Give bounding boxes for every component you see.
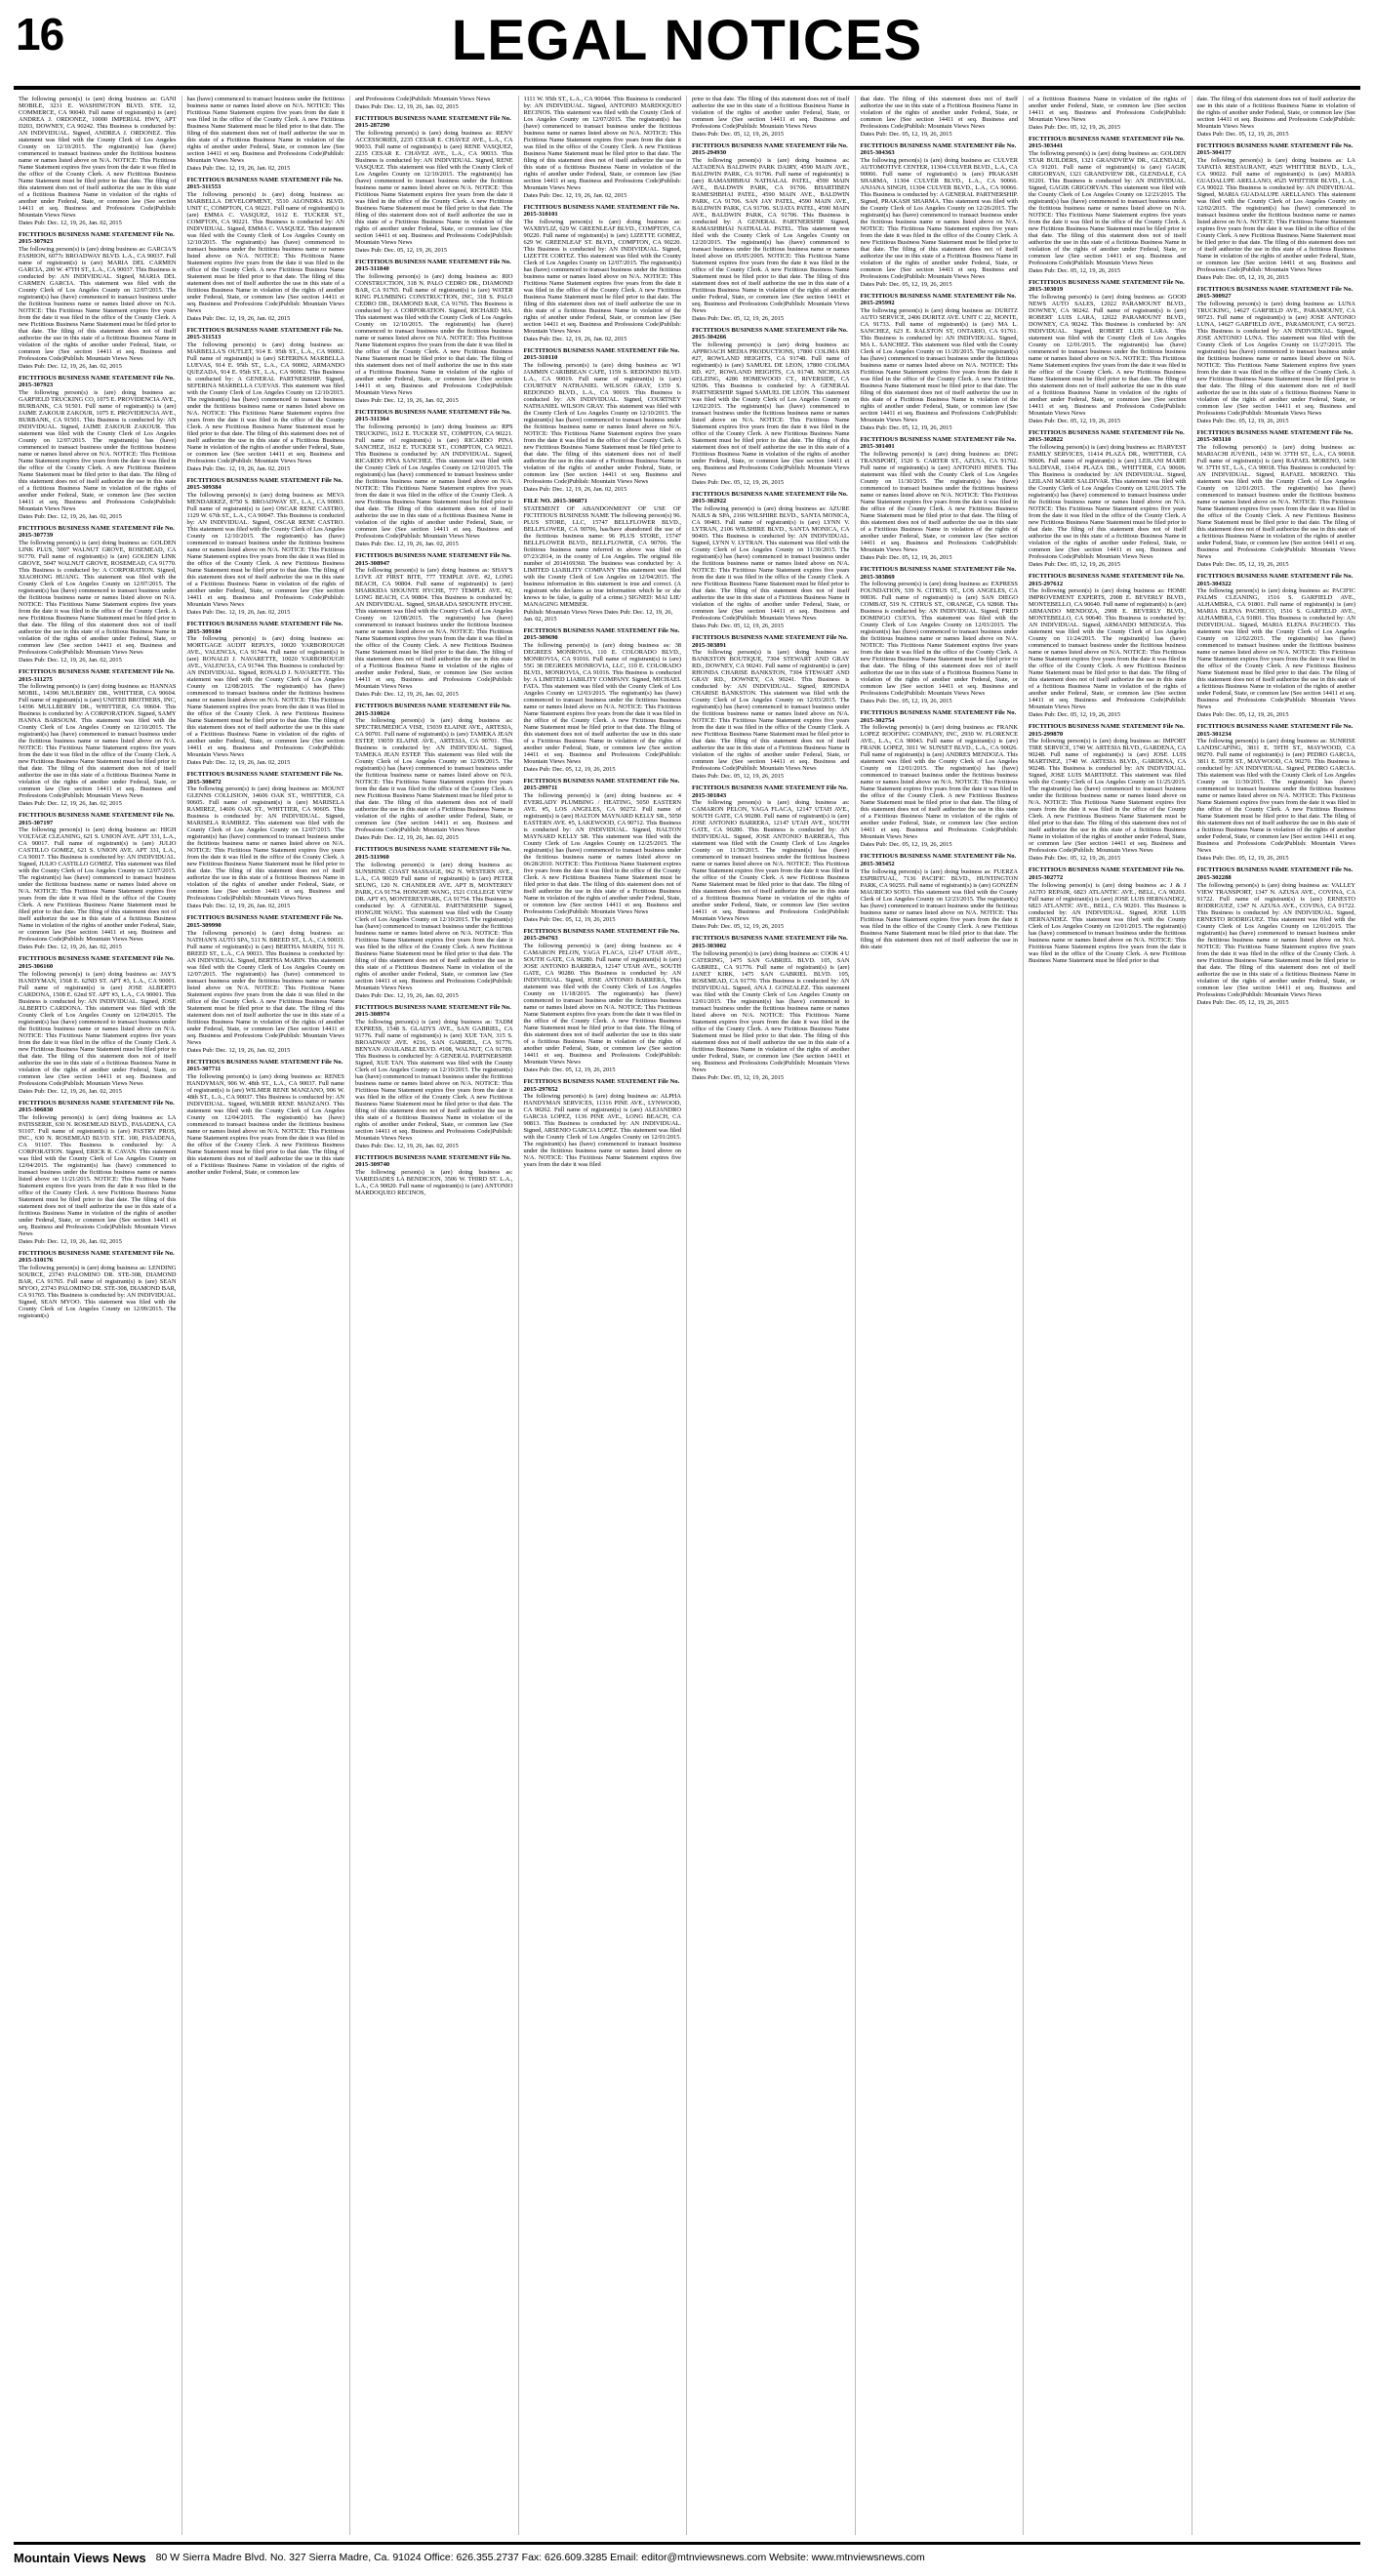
notice-body: The following person(s) is (are) doing business as: W1 JAMMIN CARIBBEAN CAFE, 1159 S. REDONDO BLVD. L.A., CA 90019. Full name of registrant(s) is (are) COURTNEY NATHANIEL WILSON GRAY, 1359 S. REDONDO BLVD., L.A., CA 90019. This Business is conducted by: AN INDIVIDUAL. Signed, COURTNEY NATHANIEL WILSON GRAY. This statement was filed with the County Clerk of Los Angeles County on 12/10/2015. The registrant(s) has (have) commenced to transact business under the fictitious business name or names listed above on N/A. NOTICE: This Fictitious Name Statement expires five years from the date it was filed in the office of the County Clerk. A new Fictitious Business Name Statement must be filed prior to that date. The filing of this statement does not of itself authorize the use in this state of a Fictitious Business Name in violation of the rights of another under Federal, State, or common law (See section 14411 et seq. Business and Professions Code)Publish: Mountain Views News <box>523 362 681 486</box>
legal-notice <box>355 259 513 404</box>
notice-publication-dates: Dates Pub: Dec. 05, 12, 19, 26, 2015 <box>1029 711 1121 719</box>
notice-publication-dates: Dates Pub: Dec. 12, 19, 26, Jan. 02, 2015 <box>523 336 627 343</box>
notice-body: The following person(s) is (are) doing business as: VARIEDADES LA BENDICION, 3506 W. THIRD ST. L.A., L.A., CA 90020. Full name of registrant(s) is (are) ANTONIO MARDOQUEO RECINOS, <box>355 1168 513 1196</box>
notice-body: The following person(s) is (are) doing business as: RPS TRUCKING, 1612 E. TUCKER ST., COMPTON, CA 90221. Full name of registrant(s) is (are) RICARDO PINA SANCHEZ, 1612 E. TUCKER ST., COMPTON, CA 90221. This Business is conducted by: AN INDIVIDUAL. Signed, RICARDO PINA SANCHEZ. This statement was filed with the County Clerk of Los Angeles County on 12/10/2015. The registrant(s) has (have) commenced to transact business under the fictitious business name or names listed above on N/A. NOTICE: This Fictitious Name Statement expires five years from the date it was filed in the office of the County Clerk. A new Fictitious Business Name Statement must be filed prior to that date. The filing of this statement does not of itself authorize the use in this state of a fictitious Business Name in violation of the rights of another under Federal, State, or common law (See section 14411 et seq. Business and Professions Code)Publish: Mountain Views News <box>355 423 513 541</box>
notice-publication-dates: Dates Pub: Dec. 12, 19, 26, Jan. 02, 2015 <box>19 220 122 226</box>
notice-publication-dates: Dates Pub: Dec. 05, 12, 19, 26, 2015 <box>1029 561 1121 569</box>
notice-heading: FICTITIOUS BUSINESS NAME STATEMENT File No. 2015-294763 <box>523 928 680 943</box>
notice-body: The following person(s) is (are) doing business as: JAY'S HANDYMAN, 1568 E. 62ND ST. APT #3, L.A., CA 90001. Full name of registrant(s) is (are) JOSE ALBERTO CARDONA, 1508 E. 62nd ST. APT #3, L.A., CA 90001. This Business is conducted by: AN INDIVIDUAL. Signed, JOSE ALBERTO CARDONA. This statement was filed with the County Clerk of Los Angeles County on 12/04/2015. The registrant(s) has (have) commenced to transact business under the fictitious business name or names listed above on N/A. NOTICE: This Fictitious Name Statement expires five years from the date it was filed in the office of the County Clerk. A new Fictitious Business Name Statement must be filed prior to that date. The filing of this statement does not of itself authorize the use in this state of a fictitious Business Name in violation of the rights of another under Federal, State, or common law (See section 14411 et seq. Business and Professions Code)Publish: Mountain Views News <box>19 970 177 1087</box>
notice-heading: FICTITIOUS BUSINESS NAME STATEMENT File No. 2015-303110 <box>1196 429 1354 444</box>
notice-publication-dates: Dates Pub: Dec. 12, 19, 26, Jan. 02, 2015 <box>186 315 291 323</box>
legal-notice <box>1197 142 1356 281</box>
notice-body: The following person(s) is (are) doing business as: BANKSTON BOUTIQUE, 7304 STEWART AND GRAY RD., DOWNEY, CA 90241. Full name of registrant(s) is (are) RHONDA CHARISE BANKSTON, 7304 STEWART AND GRAY RD., DOWNEY, CA 90241. This Business is conducted by: AN INDIVIDUAL. Signed, RHONDA CHARISE BANKSTON. This statement was filed with the County Clerk of Los Angeles County on 12/03/2015. The registrant(s) has (have) commenced to transact business under the fictitious business name or names listed above on N/A. NOTICE: This Fictitious Name Statement expires five years from the date it was filed in the office of the County Clerk. A new Fictitious Business Name Statement must be filed prior to that date. The filing of this statement does not of itself authorize the use in this state of a Fictitious Business Name in violation of the rights of another under Federal, State, or common law (See section 14411 et seq. Business and Professions Code)Publish: Mountain Views News <box>692 649 850 773</box>
notice-body: The following person(s) is (are) doing business as: LA PATISSERIE, 630 N. ROSEMEAD BLVD., PASADENA, CA 91107. Full name of registrant(s) is (are) PASTRY PROS, INC., 630 N. ROSEMEAD BLVD. STE. 100, PASADENA, CA 91107. This Business is conducted by: A CORPORATION. Signed, ERICK R. CAVAN. This statement was filed with the County Clerk of Los Angeles County on 12/04/2015. The registrant(s) has (have) commenced to transact business under the fictitious business name or names listed above on 11/21/2015. NOTICE: This Fictitious Name Statement expires five years from the date it was filed in the office of the County Clerk. A new Fictitious Business Name Statement must be filed prior to that date. The filing of this statement does not of itself authorize the use in this state of a fictitious Business Name in violation of the rights of another under Federal, State, or common law (See section 14411 et seq. Business and Professions Code)Publish: Mountain Views News <box>19 1113 177 1237</box>
column-3 <box>350 96 519 2535</box>
notice-body: The following person(s) is (are) doing business as: SHAY'S LOVE AT FIRST BITE, 777 TEMPLE AVE. #2, LONG BEACH, CA 90804. Full name of registrant(s) is (are) SHARKIDA SHOUNTE HYCHE, 777 TEMPLE AVE. #2, LONG BEACH, CA 90804. This Business is conducted by: AN INDIVIDUAL. Signed, SHARADA SHOUNTE HYCHE. This statement was filed with the County Clerk of Los Angeles County on 12/08/2015. The registrant(s) has (have) commenced to transact business under the fictitious business name or names listed above on N/A. NOTICE: This Fictitious Name Statement expires five years from the date it was filed in the office of the County Clerk. A new Fictitious Business Name Statement must be filed prior to that date. The filing of this statement does not of itself authorize the use in this state of a Fictitious Business Name in violation of the rights of another under Federal, State, or common law (See section 14411 et seq. Business and Professions Code)Publish: Mountain Views News <box>355 567 513 691</box>
masthead <box>14 10 1360 90</box>
notice-publication-dates: Dates Pub: Dec. 12, 19, 26, Jan. 02, 2015 <box>186 609 291 617</box>
legal-notice <box>187 771 345 909</box>
notice-publication-dates: Dates Pub: Dec. 05, 12, 19, 26, 2015 <box>1196 274 1289 282</box>
notice-body: The following person(s) is (are) doing business as: MEVA MENDARKEZ, 8750 S. BROADWAY ST., L.A., CA 90003. Full name of registrant(s) is (are) OSCAR RENE CASTRO, 1129 W. 67th ST., L.A., CA 90047. This Business is conducted by: AN INDIVIDUAL. Signed, OSCAR RENE CASTRO. This statement was filed with the County Clerk of Los Angeles County on 12/10/2015. The registrant(s) has (have) commenced to transact business under the fictitious business name or names listed above on N/A. NOTICE: This Fictitious Name Statement expires five years from the date it was filed in the office of the County Clerk. A new Fictitious Business Name Statement must be filed prior to that date. The filing of this statement does not of itself authorize the use in this state of a Fictitious Business Name in violation of the rights of another under Federal, State, or common law (See section 14411 et seq. Business and Professions Code)Publish: Mountain Views News <box>186 492 344 609</box>
notice-publication-dates: Dates Pub: Dec. 05, 12, 19, 26, 2015 <box>692 131 785 138</box>
notice-heading: FICTITIOUS BUSINESS NAME STATEMENT File No. 2015-297612 <box>1029 573 1185 587</box>
notice-publication-dates: Dates Pub: Dec. 05, 12, 19, 26, 2015 <box>1196 418 1289 425</box>
notice-body: The following person(s) is (are) doing business as: LENDING SOURCE, 23743 PALOMINO DR. STE-308, DIAMOND BAR, CA 91765. Full name of registrant(s) is (are) SEAN MYOO, 23743 PALOMINO DR. STE-308, DIAMOND BAR, CA 91765. This Business is conducted by: AN INDIVIDUAL. Signed, SEAN MYOO. This statement was filed with the County Clerk of Los Angeles County on 12/09/2015. The registrant(s) <box>19 1264 177 1319</box>
notice-body: prior to that date. The filing of this statement does not of itself authorize the use in this state of a fictitious Business Name in violation of the rights of another under Federal, State, or common law (See section 14411 et seq. Business and Professions Code)Publish: Mountain Views News <box>692 96 850 130</box>
legal-notice <box>19 525 177 664</box>
legal-notice <box>524 778 682 923</box>
notice-body: The following person(s) is (are) doing business as: RIO CONSTRUCTION, 318 N. PALO CEDRO DR., DIAMOND BAR, CA 91765. Full name of registrant(s) is (are) WATER KING PLUMBING CONSTRUCTION, INC, 318 S. PALO CEDRO DR., DIAMOND BAR, CA 91765. This Business is conducted by: A CORPORATION. Signed, RICHARD MA. This statement was filed with the County Clerk of Los Angeles County on 12/10/2015. The registrant(s) has (have) commenced to transact business under the fictitious business name or names listed above on N/A. NOTICE: This Fictitious Name Statement expires five years from the date it was filed in the office of the County Clerk. A new Fictitious Business Name Statement must be filed prior to that date. The filing of this statement does not of itself authorize the use in this state of a Fictitious Business Name in violation of the rights of another under Federal, State, or common law (See section 14411 et seq. Business and Professions Code)Publish: Mountain Views News <box>355 273 513 397</box>
notice-heading: FICTITIOUS BUSINESS NAME STATEMENT File No. 2015-308472 <box>186 771 344 785</box>
notice-heading: FICTITIOUS BUSINESS NAME STATEMENT File No. 2015-302288 <box>1196 866 1354 881</box>
notice-body: The following person(s) is (are) doing business as: TADM EXPRESS, 1548 S. GLADYS AVE., SAN GABRIEL, CA 91776. Full name of registrant(s) is (are) XUE TAN, 315 S. BROADWAY AVE. #216, SAN GABRIEL, CA 91776. BENYAN AVAILABLE BLVD. #108, WALNUT, CA 91789. This Business is conducted by: A GENERAL PARTNERSHIP. Signed, XUE TAN. This statement was filed with the County Clerk of Los Angeles County on 12/10/2015. The registrant(s) has (have) commenced to transact business under the fictitious business name or names listed above on N/A. NOTICE: This Fictitious Name Statement expires five years from the date it was filed in the office of the County Clerk. A new Fictitious Business Name Statement must be filed prior to that date. The filing of this statement does not of itself authorize the use in this state of a fictitious Business Name in violation of the rights of another under Federal, State, or common law (See section 14411 et seq. Business and Professions Code)Publish: Mountain Views News <box>355 1018 513 1142</box>
notice-publication-dates: Dates Pub: Dec. 12, 19, 26, Jan. 02, 2015 <box>355 991 459 999</box>
notice-body: The following person(s) is (are) doing business as: MORTGAGE AUDIT REPLYS, 10020 YARBOROUGH AVE., VALENCIA, CA 91744. Full name of registrant(s) is (are) RONALD J. NAVARETTE, 10020 YARBOROUGH AVE., VALENCIA, CA 91744. This Business is conducted by: AN INDIVIDUAL. Signed, RONALD J. NAVARETTE. This statement was filed with the County Clerk of Los Angeles County on 12/08/2015. The registrant(s) has (have) commenced to transact business under the fictitious business name or names listed above on N/A. NOTICE: This Fictitious Name Statement expires five years from the date it was filed in the office of the County Clerk. A new Fictitious Business Name Statement must be filed prior to that date. The filing of this statement does not of itself authorize the use in this state of a Fictitious Business Name in violation of the rights of another under Federal, State, or common law (See section 14411 et seq. Business and Professions Code)Publish: Mountain Views News <box>186 635 344 759</box>
notice-body: date. The filing of this statement does not of itself authorize the use in this state of a fictitious Business Name in violation of the rights of another under Federal, State, or common law (See section 14411 et seq. Business and Professions Code)Publish: Mountain Views News <box>1196 96 1355 130</box>
notice-publication-dates: Dates Pub: Dec. 05, 12, 19, 26, 2015 <box>523 766 616 774</box>
legal-notice <box>19 1250 177 1319</box>
notice-publication-dates: Dates Pub: Dec. 12, 19, 26, Jan. 02, 2015 <box>19 363 122 371</box>
notice-publication-dates: Dates Pub: Dec. 05, 12, 19, 26, 2015 <box>860 131 952 138</box>
legal-notice <box>355 703 513 841</box>
notice-heading: FICTITIOUS BUSINESS NAME STATEMENT File No. 2015-301401 <box>860 436 1017 451</box>
notice-publication-dates: Dates Pub: Dec. 05, 12, 19, 26, 2015 <box>1029 418 1121 425</box>
notice-heading: FICTITIOUS BUSINESS NAME STATEMENT File No. 2015-307923 <box>19 231 175 246</box>
notice-heading: FICTITIOUS BUSINESS NAME STATEMENT File No. 2015-309184 <box>186 621 344 635</box>
notice-body: of a fictitious Business Name in violation of the rights of another under Federal, State, or common law (See section 14411 et seq. Business and Professions Code)Publish: Mountain Views News <box>1029 96 1187 123</box>
legal-notice <box>861 436 1019 561</box>
notice-heading: FICTITIOUS BUSINESS NAME STATEMENT File No. 2015-299711 <box>523 778 680 792</box>
notice-publication-dates: Dates Pub: Dec. 05, 12, 19, 26, 2015 <box>860 554 952 562</box>
legal-notice <box>524 1078 682 1168</box>
legal-notice <box>1197 429 1356 568</box>
notice-publication-dates: Dates Pub: Dec. 12, 19, 26, Jan. 02, 2015 <box>19 513 122 521</box>
notice-publication-dates: Dates Pub: Dec. 05, 12, 19, 26, 2015 <box>1029 124 1121 131</box>
notice-body: The following person(s) is (are) doing business as: COOK 4 U CATERING, 1475 SAN GABRIEL BLVD. 105, SAN GABRIEL, CA 91776. Full name of registrant(s) is (are) JANET KIRK, 1475 SAN GABRIEL BLVD. 105, ROSEMEAD, CA 91770. This Business is conducted by: AN INDIVIDUAL. Signed, ANA J. GONZALEZ. This statement was filed with the County Clerk of Los Angeles County on 12/01/2015. The registrant(s) has (have) commenced to transact business under the fictitious business name or names listed above on N/A. NOTICE: This Fictitious Name Statement expires five years from the date it was filed in the office of the County Clerk. A new Fictitious Business Name Statement must be filed prior to that date. The filing of this statement does not of itself authorize the use in this state of a fictitious Business Name in violation of the rights of another under Federal, State, or common law (See section 14411 et seq. Business and Professions Code)Publish: Mountain Views News <box>692 949 850 1073</box>
legal-notice <box>524 627 682 773</box>
notice-publication-dates: Dates Pub: Dec. 05, 12, 19, 26, 2015 <box>523 1067 616 1074</box>
notice-publication-dates: Dates Pub: Dec. 05, 12, 19, 26, 2015 <box>1029 267 1121 275</box>
notice-publication-dates: Dates Pub: Dec. 05, 12, 19, 26, 2015 <box>1029 855 1121 863</box>
page-title: LEGAL NOTICES <box>451 9 923 72</box>
legal-notice <box>524 96 682 199</box>
legal-notice <box>19 955 177 1094</box>
notice-publication-dates: Dates Pub: Dec. 12, 19, 26, Jan. 02, 2015 <box>355 691 459 699</box>
notice-publication-dates: Dates Pub: Dec. 05, 12, 19, 26, 2015 <box>692 315 785 323</box>
notice-heading: FILE NO. 2015-306871 <box>523 498 587 505</box>
page-number: 16 <box>16 9 64 60</box>
legal-notice <box>861 142 1019 288</box>
legal-notice <box>355 409 513 547</box>
notice-body: The following person(s) is (are) doing business as: GOLDEN STAR BUILDERS, 1321 GRANDVIEW DR., GLENDALE, CA 91201. Full name of registrant(s) is (are) GAGIK GRIGORYAN, 1321 GRANDVIEW DR., GLENDALE, CA 91201. This Business is conducted by: AN INDIVIDUAL. Signed, GAGIK GRIGORYAN. This statement was filed with the County Clerk of Los Angeles County on 12/23/2015. The registrant(s) has (have) commenced to transact business under the fictitious business name or names listed above on N/A. NOTICE: This Fictitious Name Statement expires five years from the date it was filed in the office of the County Clerk. A new Fictitious Business Name Statement must be filed prior to that date. The filing of this statement does not of itself authorize the use in this state of a fictitious Business Name in violation of the rights of another under Federal, State, or common law (See section 14411 et seq. Business and Professions Code)Publish: Mountain Views News <box>1029 150 1187 267</box>
legal-notice <box>355 1004 513 1149</box>
notice-heading: FICTITIOUS BUSINESS NAME STATEMENT File No. 2015-309740 <box>355 1153 511 1168</box>
notice-publication-dates: Dates Pub: Dec. 05, 12, 19, 26, 2015 <box>1196 711 1289 719</box>
notice-body: The following person(s) is (are) doing business as: DURITZ AUTO SERVICE, 2406 DURITZ AVE. UNIT C 22, MONTE, CA 91733. Full name of registrant(s) is (are) MA L. SANCHEZ, 623 E. RALSTON ST, ONTARIO, CA 91761. This Business is conducted by: AN INDIVIDUAL. Signed, MA L. SANCHEZ. This statement was filed with the County Clerk of Los Angeles County on 11/20/2015. The registrant(s) has (have) commenced to transact business under the fictitious business name or names listed above on N/A. NOTICE: This Fictitious Name Statement expires five years from the date it was filed in the office of the County Clerk. A new Fictitious Business Name Statement must be filed prior to that date. The filing of this statement does not of itself authorize the use in this state of a Fictitious Business Name in violation of the rights of another under Federal, State, or common law (See section 14411 et seq. Business and Professions Code)Publish: Mountain Views News <box>860 307 1018 424</box>
notice-body: The following person(s) is (are) doing business as: J & J AUTO REPAIR, 6823 ATLANTIC AVE., BELL, CA 90201. Full name of registrant(s) is (are) JOSE LUIS HERNANDEZ, 6823 ATLANTIC AVE., BELL, CA 90201. This Business is conducted by: AN INDIVIDUAL. Signed, JOSE LUIS HERNANDEZ. This statement was filed with the County Clerk of Los Angeles County on 12/01/2015. The registrant(s) has (have) commenced to transact business under the fictitious business name or names listed above on N/A. NOTICE: This Fictitious Name Statement expires five years from the date it was filed in the office of the County Clerk. A new Fictitious Business Name Statement must be filed prior to that <box>1029 881 1187 964</box>
notice-body: The following person(s) is (are) doing business as: DNG TRANSPORT, 1520 S. CARTER ST., AZUSA, CA 91702. Full name of registrant(s) is (are) ANTONIO HINES. This statement was filed with the County Clerk of Los Angeles County on 11/30/2015. The registrant(s) has (have) commenced to transact business under the fictitious business name or names listed above on N/A. NOTICE: This Fictitious Name Statement expires five years from the date it was filed in the office of the County Clerk. A new Fictitious Business Name Statement must be filed prior to that date. The filing of this statement does not of itself authorize the use in this state of a Fictitious Business Name in violation of the rights of another under Federal, State, or common law (See section 14411 et seq. Business and Professions Code)Publish: Mountain Views News <box>860 451 1018 554</box>
notice-heading: FICTITIOUS BUSINESS NAME STATEMENT File No. 2015-311275 <box>19 668 175 683</box>
notice-heading: FICTITIOUS BUSINESS NAME STATEMENT File No. 2015-309690 <box>523 626 680 642</box>
legal-notice <box>19 231 177 370</box>
legal-notice <box>19 375 177 520</box>
notice-heading: FICTITIOUS BUSINESS NAME STATEMENT File No. 2015-307197 <box>19 812 175 826</box>
page-footer <box>14 2542 1360 2570</box>
notice-heading: FICTITIOUS BUSINESS NAME STATEMENT File No. 2015-300927 <box>1196 286 1354 301</box>
notice-publication-dates: Dates Pub: Dec. 05, 12, 19, 26, 2015 <box>1196 131 1289 138</box>
notice-body: The following person(s) is (are) doing business as: GOLDEN LINK PLUS, 5007 WALNUT GROVE, ROSEMEAD, CA 91770. Full name of registrant(s) is (are) GOLDEN LINK GROVE, 5047 WALNUT GROVE, ROSEMEAD, CA 91770. This Business is conducted by: A CORPORATION. Signed, XIAOHONG HUANG. This statement was filed with the County Clerk of Los Angeles County on 12/07/2015. The registrant(s) has (have) commenced to transact business under the fictitious business name or names listed above on N/A. NOTICE: This Fictitious Name Statement expires five years from the date it was filed in the office of the County Clerk. A new Fictitious Business Name Statement must be filed prior to that date. The filing of this statement does not of itself authorize the use in this state of a fictitious Business Name in violation of the rights of another under Federal, State, or common law (See section 14411 et seq. Business and Professions Code)Publish: Mountain Views News <box>19 540 177 657</box>
notice-publication-dates: Dates Pub: Dec. 12, 19, 26, Jan. 02, 2015 <box>523 192 627 199</box>
notice-heading: FICTITIOUS BUSINESS NAME STATEMENT File No. 2015-299870 <box>1029 723 1185 738</box>
notice-heading: FICTITIOUS BUSINESS NAME STATEMENT File No. 2015-304266 <box>692 327 848 342</box>
notice-heading: FICTITIOUS BUSINESS NAME STATEMENT File No. 2015-303869 <box>860 566 1017 581</box>
notice-heading: FICTITIOUS BUSINESS NAME STATEMENT File No. 2015-304177 <box>1196 142 1354 157</box>
notice-publication-dates: Dates Pub: Dec. 05, 12, 19, 26, 2015 <box>692 623 785 630</box>
notice-heading: FICTITIOUS BUSINESS NAME STATEMENT File No. 2015-311513 <box>186 327 344 342</box>
notice-body: The following person(s) is (are) doing business as: ALPHA HANDYMAN SERVICES, 11316 PINE AVE., LYNWOOD, CA 90262. Full name of registrant(s) is (are) ALEJANDRO GARCIA LOPEZ, 1136 PINE AVE., LONG BEACH, CA 90813. This Business is conducted by: AN INDIVIDUAL. Signed, ARSENIO GARCIA LOPEZ. This statement was filed with the County Clerk of Los Angeles County on 12/01/2015. The registrant(s) has (have) commenced to transact business under the fictitious business name or names listed above on N/A. NOTICE: This Fictitious Name Statement expires five years from the date it was filed <box>523 1093 681 1169</box>
legal-notice <box>355 115 513 254</box>
notice-body: The following person(s) is (are) doing business as: GANI MOBILE, 3231 E. WASHINGTON BLVD. STE. 12, COMMERCE, CA 90040. Full name of registrant(s) is (are) ANDREA J. ORDONEZ, 10000 IMPERIAL HWY, APT D203, DOWNEY, CA 90242. This Business is conducted by: AN INDIVIDUAL. Signed, ANDREA J. ORDONEZ. This statement was filed with the County Clerk of Los Angeles County on 12/10/2015. The registrant(s) has (have) commenced to transact business under the fictitious business name or names listed above on N/A. NOTICE: This Fictitious Name Statement expires five years from the date it was filed in the office of the County Clerk. A new Fictitious Business Name Statement must be filed prior to that date. The filing of this statement does not of itself authorize the use in this state of a fictitious Business Name in violation of the rights of another under Federal, State, or common law (See section 14411 et seq. Business and Professions Code)Publish: Mountain Views News <box>19 96 177 219</box>
notice-publication-dates: Dates Pub: Dec. 05, 12, 19, 26, 2015 <box>355 247 448 255</box>
notice-publication-dates: Dates Pub: Dec. 12, 19, 26, Jan. 02, 2015 <box>186 465 291 473</box>
notice-heading: FICTITIOUS BUSINESS NAME STATEMENT File No. 2015-308974 <box>355 1003 511 1018</box>
legal-notice <box>861 566 1019 704</box>
notice-heading: FICTITIOUS BUSINESS NAME STATEMENT File No. 2015-307739 <box>19 525 175 540</box>
legal-notice <box>19 668 177 807</box>
legal-notice <box>524 347 682 493</box>
notice-body: The following person(s) is (are) doing business as: SUNRISE LANDSCAPING, 3811 E. 59TH ST., MAYWOOD, CA 90270. Full name of registrant(s) is (are) PEDRO GARCIA, 3811 E. 59TH ST., MAYWOOD, CA 90270. This Business is conducted by: AN INDIVIDUAL. Signed, PEDRO GARCIA. This statement was filed with the County Clerk of Los Angeles County on 11/30/2015. The registrant(s) has (have) commenced to transact business under the fictitious business name or names listed above on N/A. NOTICE: This Fictitious Name Statement expires five years from the date it was filed in the office of the County Clerk. A new Fictitious Business Name Statement must be filed prior to that date. The filing of this statement does not of itself authorize the use in this state of a fictitious Business Name in violation of the rights of another under Federal, State, or common law (See section 14411 et seq. Business and Professions Code)Publish: Mountain Views News <box>1196 738 1356 855</box>
column-8 <box>1192 96 1361 2535</box>
notice-body: The following person(s) is (are) doing business as: 4 CAMARON PELON, YAGA FLACA, 12147 UTAH AVE., SOUTH GATE, CA 90280. Full name of registrant(s) is (are) JOSE ANTONIO BARRERA, 12147 UTAH AVE., SOUTH GATE, CA 90280. This Business is conducted by: AN INDIVIDUAL. Signed, JOSE ANTONIO BARRERA, This statement was filed with the County Clerk of Los Angeles County on 11/18/2015. The registrant(s) has (have) commenced to transact business under the fictitious business name or names listed above on N/A. NOTICE: This Fictitious Name Statement expires five years from the date it was filed in the office of the County Clerk. A new Fictitious Business Name Statement must be filed prior to that date. The filing of this statement does not of itself authorize the use in this state of a fictitious Business Name in violation of the rights of another under Federal, State, or common law (See section 14411 et seq. Business and Professions Code)Publish: Mountain Views News <box>523 943 681 1067</box>
legal-notice <box>692 491 850 629</box>
legal-notice <box>861 709 1019 848</box>
column-2 <box>182 96 351 2535</box>
legal-notice <box>187 1059 345 1176</box>
legal-notice <box>524 498 682 623</box>
notice-publication-dates: Dates Pub: Dec. 05, 12, 19, 26, 2015 <box>523 916 616 924</box>
notice-heading: FICTITIOUS BUSINESS NAME STATEMENT File No. 2015-294930 <box>692 142 848 157</box>
column-6 <box>856 96 1025 2535</box>
notice-publication-dates: Dates Pub: Dec. 12, 19, 26, Jan. 02, 2015 <box>355 103 459 110</box>
notice-body: The following person(s) is (are) doing business as: SPECTRUMEDICA VISE, 15039 ELAINE AVE., ARTESIA, CA 90701. Full name of registrant(s) is (are) TAMEKA JEAN ESTEP, 19059 ELAINE AVE., ARTESIA, CA 90701. This Business is conducted by: AN INDIVIDUAL. Signed, TAMEKA JEAN ESTEP. This statement was filed with the County Clerk of Los Angeles County on 12/09/2015. The registrant(s) has (have) commenced to transact business under the fictitious business name or names listed above on N/A. NOTICE: This Fictitious Name Statement expires five years from the date it was filed in the office of the County Clerk. A new Fictitious Business Name Statement must be filed prior to that date. The filing of this statement does not of itself authorize the use in this state of a Fictitious Business Name in violation of the rights of another under Federal, State, or common law (See section 14411 et seq. Business and Professions Code)Publish: Mountain Views News <box>355 717 513 834</box>
legal-notice <box>692 327 850 486</box>
notice-publication-dates: Dates Pub: Dec. 05, 12, 19, 26, 2015 <box>692 773 785 781</box>
legal-notice <box>692 785 850 930</box>
legal-notice <box>692 142 850 322</box>
notice-publication-dates: Dates Pub: Dec. 12, 19, 26, Jan. 02, 2015 <box>186 1046 291 1054</box>
legal-notice <box>1197 866 1356 1005</box>
notice-publication-dates: Dates Pub: Dec. 05, 12, 19, 26, 2015 <box>860 698 952 705</box>
legal-notice <box>692 634 850 780</box>
notice-body: The following person(s) is (are) doing business as: CAMARON PELON, YAGA FLACA, 12147 UTAH AVE., SOUTH GATE, CA 90280. Full name of registrant(s) is (are) JOSE ANTONIO BARRERA, 12147 UTAH AVE., SOUTH GATE, CA 90280. This Business is conducted by: AN INDIVIDUAL. Signed, JOSE ANTONIO BARRERA, This statement was filed with the County Clerk of Los Angeles County on 11/30/2015. The registrant(s) has (have) commenced to transact business under the fictitious business name or names listed above on N/A. NOTICE: This Fictitious Name Statement expires five years from the date it was filed in the office of the County Clerk. A new Fictitious Business Name Statement must be filed prior to that date. The filing of this statement does not of itself authorize the use in this state of a fictitious Business Name in violation of the rights of another under Federal, State, or common law (See section 14411 et seq. Business and Professions Code)Publish: Mountain Views News <box>692 799 850 923</box>
notice-body: that date. The filing of this statement does not of itself authorize the use in this state of a Fictitious Business Name in violation of the rights of another under Federal, State, or common law (See section 14411 et seq. Business and Professions Code)Publish: Mountain Views News <box>860 96 1018 130</box>
notice-publication-dates: Dates Pub: Dec. 12, 19, 26, Jan. 02, 2015 <box>19 657 122 664</box>
notice-heading: FICTITIOUS BUSINESS NAME STATEMENT File No. 2015-297652 <box>523 1078 680 1093</box>
notice-publication-dates: Dates Pub: Dec. 12, 19, 26, Jan. 02, 2015 <box>186 903 291 910</box>
notice-heading: FICTITIOUS BUSINESS NAME STATEMENT File No. 2015-306160 <box>19 955 175 970</box>
notice-heading: FICTITIOUS BUSINESS NAME STATEMENT File No. 2015-287290 <box>355 115 511 130</box>
notice-heading: FICTITIOUS BUSINESS NAME STATEMENT File No. 2015-302772 <box>1029 866 1185 881</box>
legal-notice <box>861 96 1019 138</box>
notice-publication-dates: Dates Pub: Dec. 05, 12, 19, 26, 2015 <box>1196 561 1289 569</box>
notice-heading: FICTITIOUS BUSINESS NAME STATEMENT File No. 2015-310101 <box>523 204 680 219</box>
legal-notice <box>187 177 345 322</box>
legal-notice <box>1197 573 1356 718</box>
notice-heading: FICTITIOUS BUSINESS NAME STATEMENT File No. 2015-304322 <box>1196 573 1354 587</box>
legal-notice <box>692 935 850 1080</box>
legal-notice <box>355 846 513 998</box>
notice-publication-dates: Publish: Mountain Views News Dates Pub: Dec. 12, 19, 26, Jan. 02, 2015 <box>523 608 673 623</box>
notice-body: and Professions Code)Publish: Mountain Views News <box>355 96 491 102</box>
notice-body: The following person(s) is (are) doing business as: FRANK LOPEZ ROOFING COMPANY, INC, 2930 W. FLORENCE AVE., L.A., CA 90043. Full name of registrant(s) is (are) FRANK LOPEZ, 3011 W. SUNSET BLVD., L.A., CA 90026. Full name of registrant(s) is (are) ANDRES MENDOZA. This statement was filed with the County Clerk of Los Angeles County on 12/01/2015. The registrant(s) has (have) commenced to transact business under the fictitious business name or names listed above on N/A. NOTICE: This Fictitious Name Statement expires five years from the date it was filed in the office of the County Clerk. A new Fictitious Business Name Statement must be filed prior to that date. The filing of this statement does not of itself authorize the use in this state of a Fictitious Business Name in violation of the rights of another under Federal, State, or common law (See section 14411 et seq. Business and Professions Code)Publish: Mountain Views News <box>860 724 1018 841</box>
legal-notice <box>861 293 1019 431</box>
notice-heading: FICTITIOUS BUSINESS NAME STATEMENT File No. 2015-302922 <box>692 491 848 505</box>
column-4 <box>519 96 688 2535</box>
notice-body: The following person(s) is (are) doing business as: HARVEST FAMILY SERVICES, 11414 PLAZA DR., WHITTIER, CA 90606. Full name of registrant(s) is (are) LEILANI MARIE SALDIVAR, 11414 PLAZA DR., WHITTIER, CA 90606. This Business is conducted by: AN INDIVIDUAL. Signed, LEILANI MARIE SALDIVAR. This statement was filed with the County Clerk of Los Angeles County on 12/01/2015. The registrant(s) has (have) commenced to transact business under the fictitious business name or names listed above on N/A. NOTICE: This Fictitious Name Statement expires five years from the date it was filed in the office of the County Clerk. A new Fictitious Business Name Statement must be filed prior to that date. The filing of this statement does not of itself authorize the use in this state of a fictitious Business Name in violation of the rights of another under Federal, State, or common law (See section 14411 et seq. Business and Professions Code)Publish: Mountain Views News <box>1029 444 1187 561</box>
notice-publication-dates: Dates Pub: Dec. 05, 12, 19, 26, 2015 <box>860 281 952 289</box>
notice-body: The following person(s) is (are) doing business as: WAXBYLIZ, 629 W. GREENLEAF BLVD., COMPTON, CA 90220. Full name of registrant(s) is (are) LIZETTE GOMEZ, 629 W. GREENLEAF ST. BLVD., COMPTON, CA 90220. This Business is conducted by: AN INDIVIDUAL. Signed, LIZETTE CORTEZ. This statement was filed with the County Clerk of Los Angeles County on 12/07/2015. The registrant(s) has (have) commenced to transact business under the fictitious business name or names listed above on N/A. NOTICE: This Fictitious Name Statement expires five years from the date it was filed in the office of the County Clerk. A new Fictitious Business Name Statement must be filed prior to that date. The filing of this statement does not of itself authorize the use in this state of a fictitious Business Name in violation of the rights of another under Federal, State, or common law (See section 14411 et seq. Business and Professions Code)Publish: Mountain Views News <box>523 219 681 336</box>
legal-notice <box>19 1100 177 1245</box>
footer-brand: Mountain Views News <box>14 2550 146 2565</box>
legal-notice <box>692 96 850 138</box>
legal-notice <box>1029 136 1187 274</box>
notice-body: The following person(s) is (are) doing business as: MARIACHI JUVENIL, 1430 W. 37TH ST., L.A., CA 90018. Full name of registrant(s) is (are) RAFAEL MORENO, 1430 W. 37TH ST., L.A., CA 90018. This Business is conducted by: AN INDIVIDUAL. Signed, RAFAEL MORENO. This statement was filed with the County Clerk of Los Angeles County on 12/01/2015. The registrant(s) has (have) commenced to transact business under the fictitious business name or names listed above on N/A. NOTICE: This Fictitious Name Statement expires five years from the date it was filed in the office of the County Clerk. A new Fictitious Business Name Statement must be filed prior to that date. The filing of this statement does not of itself authorize the use in this state of a fictitious Business Name in violation of the rights of another under Federal, State, or common law (See section 14411 et seq. Business and Professions Code)Publish: Mountain Views News <box>1196 444 1356 561</box>
notice-heading: FICTITIOUS BUSINESS NAME STATEMENT File No. 2015-310024 <box>355 703 511 717</box>
notice-heading: FICTITIOUS BUSINESS NAME STATEMENT File No. 2015-302822 <box>1029 429 1185 444</box>
notice-columns <box>14 96 1360 2535</box>
legal-notice <box>355 552 513 698</box>
notice-heading: FICTITIOUS BUSINESS NAME STATEMENT File No. 2015-303891 <box>692 634 848 649</box>
legal-notice <box>187 914 345 1053</box>
notice-heading: FICTITIOUS BUSINESS NAME STATEMENT File No. 2015-311840 <box>355 259 511 273</box>
notice-publication-dates: Dates Pub: Dec. 12, 19, 26, Jan. 02, 2015 <box>19 800 122 808</box>
notice-body: The following person(s) is (are) doing business as: HANNAS MOBIL, 14396 MULBERRY DR., WHITTIER, CA 90604. Full name of registrant(s) is (are) UNITED BROTHERS, INC, 14396 MULLBERRY DR., WHITTIER, CA 90604. This Business is conducted by: A CORPORATION. Signed, SAMY HANNA BARSOUM. This statement was filed with the County Clerk of Los Angeles County on 12/10/2015. The registrant(s) has (have) commenced to transact business under the fictitious business name or names listed above on N/A. NOTICE: This Fictitious Name Statement expires five years from the date it was filed in the office of the County Clerk. A new Fictitious Business Name Statement must be filed prior to that date. The filing of this statement does not of itself authorize the use in this state of a fictitious Business Name in violation of the rights of another under Federal, State, or common law (See section 14411 et seq. Business and Professions Code)Publish: Mountain Views News <box>19 683 177 800</box>
notice-body: The following person(s) is (are) doing business as: CULVER AUTOMOTIVE CENTER, 11304 CULVER BLVD., L.A., CA 90066. Full name of registrant(s) is (are) PRAKASH SHARMA, 11304 CULVER BLVD., L.A., CA 90066. ANJANA SINGH, 11304 CULVER BLVD., L.A., CA 90066. This Business is conducted by: A GENERAL PARTNERSHIP. Signed, PRAKASH SHARMA. This statement was filed with the County Clerk of Los Angeles County on 12/26/2015. The registrant(s) has (have) commenced to transact business under the fictitious business name or names listed above on N/A. NOTICE: This Fictitious Name Statement expires five years from the date it was filed in the office of the County Clerk. A new Fictitious Business Name Statement must be filed prior to that date. The filing of this statement does not of itself authorize the use in this state of a Fictitious Business Name in violation of the rights of another under Federal, State, or common law (See section 14411 et seq. Business and Professions Code)Publish: Mountain Views News <box>860 157 1018 281</box>
notice-heading: FICTITIOUS BUSINESS NAME STATEMENT File No. 2015-309384 <box>186 477 344 492</box>
notice-publication-dates: Dates Pub: Dec. 05, 12, 19, 26, 2015 <box>1196 855 1289 863</box>
notice-body: The following person(s) is (are) doing business as: MARBELLA'S OUTLET, 914 E. 95th ST., L.A., CA 90002. Full name of registrant(s) is (are) SEFERINA MARBELLA LUEVAS, 914 E. 95th ST., L.A., CA 90002, ARMANDO QUEZADA, 914 E. 95th ST., L.A., CA 90002. This Business is conducted by: A GENERAL PARTNERSHIP. Signed, SEFERINA MARBELLA CUEVAS. This statement was filed with the County Clerk of Los Angeles County on 12/10/2015. The registrant(s) has (have) commenced to transact business under the fictitious business name or names listed above on N/A. NOTICE: This Fictitious Name Statement expires five years from the date it was filed in the office of the County Clerk. A new Fictitious Business Name Statement must be filed prior to that date. The filing of this statement does not of itself authorize the use in this state of a Fictitious Business Name in violation of the rights of another under Federal, State, or common law (See section 14411 et seq. Business and Professions Code)Publish: Mountain Views News <box>186 342 344 465</box>
legal-notice <box>1197 96 1356 138</box>
notice-body: has (have) commenced to transact business under the fictitious business name or names listed above on N/A. NOTICE: This Fictitious Name Statement expires five years from the date it was filed in the office of the County Clerk. A new Fictitious Business Name Statement must be filed prior to that date. The filing of this statement does not of itself authorize the use in this state of a Fictitious Business Name in violation of the rights of another under Federal, State, or common law (See section 14411 et seq. Business and Professions Code)Publish: Mountain Views News <box>186 96 344 164</box>
notice-body: The following person(s) is (are) doing business as: 4 EVERLADY PLUMBING / HEATING, 5050 EASTERN AVE. #5, LOS ANGELES, CA 90272. Full name of registrant(s) is (are) HALTON MAYNARD KELLY SR., 5050 EASTERN AVE. #5, LAKEWOOD, CA 90712. This Business is conducted by: AN INDIVIDUAL. Signed, HALTON MAYNARD KELLY SR. This statement was filed with the County Clerk of Los Angeles County on 12/25/2015. The registrant(s) has (have) commenced to transact business under the fictitious business name or names listed above on 06/28/2010. NOTICE: This Fictitious Name Statement expires five years from the date it was filed in the office of the County Clerk. A new Fictitious Business Name Statement must be filed prior to that date. The filing of this statement does not of itself authorize the use in this state of a Fictitious Business Name in violation of the rights of another under Federal, State, or common law (See section 14411 et seq. Business and Professions Code)Publish: Mountain Views News <box>523 792 681 916</box>
notice-heading: FICTITIOUS BUSINESS NAME STATEMENT File No. 2015-303441 <box>1029 136 1185 150</box>
notice-body: The following person(s) is (are) doing business as: RENES HANDYMAN, 906 W. 48th ST., L.A., CA 90037. Full name of registrant(s) is (are) WILMER RENE MANZANO, 906 W. 48th ST., L.A., CA 90037. This Business is conducted by: AN INDIVIDUAL. Signed, WILMER RENE MANZANO. This statement was filed with the County Clerk of Los Angeles County on 12/04/2015. The registrant(s) has (have) commenced to transact business under the fictitious business name or names listed above on N/A. NOTICE: This Fictitious Name Statement expires five years from the date it was filed in the office of the County Clerk. A new Fictitious Business Name Statement must be filed prior to that date. The filing of this statement does not of itself authorize the use in this state of a Fictitious Business Name in violation of the rights of another under Federal, State, or common law <box>186 1072 344 1176</box>
notice-publication-dates: Dates Pub: Dec. 12, 19, 26, Jan. 02, 2015 <box>186 759 291 767</box>
legal-notice <box>1197 723 1356 862</box>
legal-notice <box>19 812 177 950</box>
notice-publication-dates: Dates Pub: Dec. 05, 12, 19, 26, 2015 <box>1196 998 1289 1006</box>
legal-notice <box>1197 286 1356 424</box>
legal-notice <box>355 96 513 110</box>
notice-body: The following person(s) is (are) doing business as: GOOD NEWS AUTO SALES, 12022 PARAMOUNT BLVD., DOWNEY, CA 90242. Full name of registrant(s) is (are) ROBERT LUIS LARA, 12022 PARAMOUNT BLVD., DOWNEY, CA 90242. This Business is conducted by: AN INDIVIDUAL. Signed, ROBERT LUIS LARA. This statement was filed with the County Clerk of Los Angeles County on 12/01/2015. The registrant(s) has (have) commenced to transact business under the fictitious business name or names listed above on N/A. NOTICE: This Fictitious Name Statement expires five years from the date it was filed in the office of the County Clerk. A new Fictitious Business Name Statement must be filed prior to that date. The filing of this statement does not of itself authorize the use in this state of a fictitious Business Name in violation of the rights of another under Federal, State, or common law (See section 14411 et seq. Business and Professions Code)Publish: Mountain Views News <box>1029 294 1187 418</box>
notice-heading: FICTITIOUS BUSINESS NAME STATEMENT File No. 2015-309990 <box>186 914 344 929</box>
notice-heading: FICTITIOUS BUSINESS NAME STATEMENT File No. 2015-302754 <box>860 709 1017 724</box>
notice-publication-dates: Dates Pub: Dec. 12, 19, 26, Jan. 02, 2015 <box>186 165 291 172</box>
legal-notice <box>1029 279 1187 424</box>
notice-body: The following person(s) is (are) doing business as: NATHAN'S AUTO SPA, 511 N. BREED ST., L.A., CA 90033. Full name of registrant(s) is (are) BERTHA MARIN, 511 N. BREED ST., L.A., CA 90033. This Business is conducted by: AN INDIVIDUAL. Signed, BERTHA MARIN. This statement was filed with the County Clerk of Los Angeles County on 12/07/2015. The registrant(s) has (have) commenced to transact business under the fictitious business name or names listed above on N/A. NOTICE: This Fictitious Name Statement expires five years from the date it was filed in the office of the County Clerk. A new Fictitious Business Name Statement must be filed prior to that date. The filing of this statement does not of itself authorize the use in this state of a fictitious Business Name in violation of the rights of another under Federal, State, or common law (See section 14411 et seq. Business and Professions Code)Publish: Mountain Views News <box>186 929 344 1046</box>
legal-notice <box>1029 429 1187 568</box>
notice-publication-dates: Dates Pub: Dec. 12, 19, 26, Jan. 02, 2015 <box>355 834 459 842</box>
notice-publication-dates: Dates Pub: Dec. 05, 12, 19, 26, 2015 <box>860 841 952 849</box>
notice-body: The following person(s) is (are) doing business as: FUERZA ESPIRITUAL, 7136 PACIFIC BLVD., HUNTINGTON PARK, CA 90255. Full name of registrant(s) is (are) GONZÉN MAURICIO SOTO. This statement was filed with the County Clerk of Los Angeles County on 12/23/2015. The registrant(s) has (have) commenced to transact business under the fictitious business name or names listed above on N/A. NOTICE: This Fictitious Name Statement expires five years from the date it was filed in the office of the County Clerk. A new Fictitious Business Name Statement must be filed prior to that date. The filing of this statement does not of itself authorize the use in this state <box>860 867 1018 950</box>
notice-heading: FICTITIOUS BUSINESS NAME STATEMENT File No. 2015-295992 <box>860 293 1017 307</box>
notice-body: The following person(s) is (are) doing business as: LA TAPATIA RESTAURANT, 4525 WHITTIER BLVD., L.A., CA 90022. Full name of registrant(s) is (are) MARIA GUADALUPE ARELLANO, 4525 WHITTIER BLVD., L.A., CA 90022. This Business is conducted by: AN INDIVIDUAL. Signed, MARIA GUADALUPE ARELLANO. This statement was filed with the County Clerk of Los Angeles County on 12/02/2015. The registrant(s) has (have) commenced to transact business under the fictitious business name or names listed above on N/A. NOTICE: This Fictitious Name Statement expires five years from the date it was filed in the office of the County Clerk. A new Fictitious Business Name Statement must be filed prior to that date. The filing of this statement does not of itself authorize the use in this state of a fictitious Business Name in violation of the rights of another under Federal, State, or common law (See section 14411 et seq. Business and Professions Code)Publish: Mountain Views News <box>1196 157 1355 274</box>
notice-body: The following person(s) is (are) doing business as: GARCIA'S FASHION, 6077c BROADWAY BLVD. L.A., CA 90037. Full name of registrant(s) is (are) MARIA DEL CARMEN GARCIA, 200 W. 47TH ST., L.A., CA 90037. This Business is conducted by: AN INDIVIDUAL. Signed, MARIA DEL CARMEN GARCIA. This statement was filed with the County Clerk of Los Angeles County on 12/07/2015. The registrant(s) has (have) commenced to transact business under the fictitious business name or names listed above on N/A. NOTICE: This Fictitious Name Statement expires five years from the date it was filed in the office of the County Clerk. A new Fictitious Business Name Statement must be filed prior to that date. The filing of this statement does not of itself authorize the use in this state of a fictitious Business Name in violation of the rights of another under Federal, State, or common law (See section 14411 et seq. Business and Professions Code)Publish: Mountain Views News <box>19 246 177 363</box>
notice-publication-dates: Dates Pub: Dec. 12, 19, 26, Jan. 02, 2015 <box>19 944 122 951</box>
notice-heading: FICTITIOUS BUSINESS NAME STATEMENT File No. 2015-301843 <box>692 785 848 799</box>
notice-heading: FICTITIOUS BUSINESS NAME STATEMENT File No. 2015-310176 <box>19 1249 175 1264</box>
notice-body: The following person(s) is (are) doing business as: EXPRESS FOUNDATION, 539 N. CITRUS ST., LOS ANGELES, CA 90036. Full name of registrant(s) is (are) SAN DIEGO COMBAT, 519 N. CITRUS ST., ORANGE, CA 92868. This Business is conducted by: AN INDIVIDUAL. Signed, FRED DOMINGO CUEVA. This statement was filed with the County Clerk of Los Angeles County on 12/03/2015. The registrant(s) has (have) commenced to transact business under the fictitious business name or names listed above on N/A. NOTICE: This Fictitious Name Statement expires five years from the date it was filed in the office of the County Clerk. A new Fictitious Business Name Statement must be filed prior to that date. The filing of this statement does not of itself authorize the use in this state of a Fictitious Business Name in violation of the rights of another under Federal, State, or common law (See section 14411 et seq. Business and Professions Code)Publish: Mountain Views News <box>860 581 1018 698</box>
notice-publication-dates: Dates Pub: Dec. 05, 12, 19, 26, 2015 <box>860 424 952 432</box>
notice-publication-dates: Dates Pub: Dec. 12, 19, 26, Jan. 02, 2015 <box>523 486 627 494</box>
legal-notice <box>187 477 345 616</box>
notice-publication-dates: Dates Pub: Dec. 12, 19, 26, Jan. 02, 2015 <box>19 1087 122 1095</box>
notice-publication-dates: Dates Pub: Dec. 12, 19, 26, Jan. 02, 2015 <box>355 397 459 405</box>
notice-body: The following person(s) is (are) doing business as: PACIFIC PALMS CLEANING, 1516 S. GARFIELD AVE., ALHAMBRA, CA 91801. Full name of registrant(s) is (are) MARIA ELENA PACHECO, 1516 S. GARFIELD AVE., ALHAMBRA, CA 91801. This Business is conducted by: AN INDIVIDUAL. Signed, MARIA ELENA PACHECO. This statement was filed with the County Clerk of Los Angeles County on 12/02/2015. The registrant(s) has (have) commenced to transact business under the fictitious business name or names listed above on N/A. NOTICE: This Fictitious Name Statement expires five years from the date it was filed in the office of the County Clerk. A new Fictitious Business Name Statement must be filed prior to that date. The filing of this statement does not of itself authorize the use in this state of a fictitious Business Name in violation of the rights of another under Federal, State, or common law (See section 14411 et seq. Business and Professions Code)Publish: Mountain Views News <box>1196 587 1356 711</box>
notice-body: The following person(s) is (are) doing business as: AZURE NAILS & SPA, 2166 WILSHIRE BLVD., SANTA MONICA, CA 90403. Full name of registrant(s) is (are) LYNN V. LYTRAN, 2106 WILSHIRE BLVD., SANTA MONICA, CA 90403. This Business is conducted by: AN INDIVIDUAL. Signed, LYNN V. LYTRAN. This statement was filed with the County Clerk of Los Angeles County on 11/30/2015. The registrant(s) has (have) commenced to transact business under the fictitious business name or names listed above on N/A. NOTICE: This Fictitious Name Statement expires five years from the date it was filed in the office of the County Clerk. A new Fictitious Business Name Statement must be filed prior to that date. The filing of this statement does not of itself authorize the use in this state of a Fictitious Business Name in violation of the rights of another under Federal, State, or common law (See section 14411 et seq. Business and Professions Code)Publish: Mountain Views News <box>692 505 850 623</box>
notice-heading: FICTITIOUS BUSINESS NAME STATEMENT File No. 2015-304363 <box>860 142 1017 157</box>
notice-heading: FICTITIOUS BUSINESS NAME STATEMENT File No. 2015-301234 <box>1196 723 1354 738</box>
legal-notice <box>524 928 682 1073</box>
notice-body: The following person(s) is (are) doing business as: ALTADENA BALDWIN PARK DAIRY, 4590 MAIN AVE., BALDWIN PARK, CA 91706. Full name of registrant(s) is (are) RAMASHBHAI NATHALAL PATEL, 4590 MAIN AVE., BALDWIN PARK, CA 91706. BHARTIBEN RAMESHBHAI PATEL, 4590 MAIN AVE., BALDWIN PARK, CA 91706. SAN JAY PATEL, 4590 MAIN AVE., BALDWIN PARK, CA 91706. SUJATA PATEL, 4590 MAIN AVE., BALDWIN PARK, CA 91706. This Business is conducted by: A GENERAL PARTNERSHIP. Signed, RAMASHBHAI NATHALAL PATEL. This statement was filed with the County Clerk of Los Angeles County on 12/20/2015. The registrant(s) has (have) commenced to transact business under the fictitious business name or names listed above on 05/05/2005. NOTICE: This Fictitious Name Statement expires five years from the date it was filed in the office of the County Clerk. A new Fictitious Business Name Statement must be filed prior to that date. The filing of this statement does not of itself authorize the use in this state of a Fictitious Business Name in violation of the rights of another under Federal, State, or common law (See section 14411 et seq. Business and Professions Code)Publish: Mountain Views News <box>692 157 850 315</box>
notice-body: The following person(s) is (are) doing business as: GARFIELD TRUCKING CO, 1075 E. PROVIDENCIA AVE., BURBANK, CA 91501. Full name of registrant(s) is (are) JAIME ZAKOUR ZAKOUR, 1075 E. PROVIDENCIA AVE., BURBANK, CA 91501. This Business is conducted by: AN INDIVIDUAL. Signed, JAIME ZAKOUR ZAKOUR. This statement was filed with the County Clerk of Los Angeles County on 12/07/2015. The registrant(s) has (have) commenced to transact business under the fictitious business name or names listed above on N/A. NOTICE: This Fictitious Name Statement expires five years from the date it was filed in the office of the County Clerk. A new Fictitious Business Name Statement must be filed prior to that date. The filing of this statement does not of itself authorize the use in this state of a fictitious Business Name in violation of the rights of another under Federal, State, or common law (See section 14411 et seq. Business and Professions Code)Publish: Mountain Views News <box>19 389 177 513</box>
legal-notice <box>1029 573 1187 718</box>
notice-heading: FICTITIOUS BUSINESS NAME STATEMENT File No. 2015-310110 <box>523 347 680 362</box>
legal-notice <box>524 204 682 342</box>
notice-heading: FICTITIOUS BUSINESS NAME STATEMENT File No. 2015-303019 <box>1029 279 1185 294</box>
notice-body: 1111 W. 95th ST., L.A., CA 90044. This Business is conducted by: AN INDIVIDUAL. Signed, ANTONIO MARDOQUEO RECINOS. This statement was filed with the County Clerk of Los Angeles County on 12/07/2015. The registrant(s) has (have) commenced to transact business under the fictitious business name or names listed above on N/A. NOTICE: This Fictitious Name Statement expires five years from the date it was filed in the office of the County Clerk. A new Fictitious Business Name Statement must be filed prior to that date. The filing of this statement does not of itself authorize the use in this state of a fictitious Business Name in violation of the rights of another under Federal, State, or common law (See section 14411 et seq. Business and Professions Code)Publish: Mountain Views News <box>523 96 681 191</box>
notice-publication-dates: Dates Pub: Dec. 12, 19, 26, Jan. 02, 2015 <box>355 1142 459 1149</box>
notice-heading: FICTITIOUS BUSINESS NAME STATEMENT File No. 2015-307923 <box>19 375 175 389</box>
notice-body: The following person(s) is (are) doing business as: HIGH VOLTAGE CLEANING, 621 S. UNION AVE. APT 331, L.A., CA 90017. Full name of registrant(s) is (are) JULIO CASTILLO GOMEZ, 621 S. UNION AVE. APT 331, L.A., CA 90017. This Business is conducted by: AN INDIVIDUAL. Signed, JULIO CASTILLO GOMEZ. This statement was filed with the County Clerk of Los Angeles County on 12/07/2015. The registrant(s) has (have) commenced to transact business under the fictitious business name or names listed above on N/A. NOTICE: This Fictitious Name Statement expires five years from the date it was filed in the office of the County Clerk. A new Fictitious Business Name Statement must be filed prior to that date. The filing of this statement does not of itself authorize the use in this state of a fictitious Business Name in violation of the rights of another under Federal, State, or common law (See section 14411 et seq. Business and Professions Code)Publish: Mountain Views News <box>19 826 177 944</box>
notice-body: The following person(s) is (are) doing business as: 38 DEGREES MONROVIA, 110 E. COLORADO BLVD., MONROVIA, CA 91016. Full name of registrant(s) is (are) 55G 38 DEGREES MONROVIA, LLC, 110 E. COLORADO BLVD., MONROVIA, CA 91016. This Business is conducted by: A LIMITED LIABILITY COMPANY. Signed, MICHAEL FATA. This statement was filed with the County Clerk of Los Angeles County on 12/03/2015. The registrant(s) has (have) commenced to transact business under the fictitious business name or names listed above on N/A. NOTICE: This Fictitious Name Statement expires five years from the date it was filed in the office of the County Clerk. A new Fictitious Business Name Statement must be filed prior to that date. The filing of this statement does not of itself authorize the use in this state of a Fictitious Business Name in violation of the rights of another under Federal, State, or common law (See section 14411 et seq. Business and Professions Code)Publish: Mountain Views News <box>523 642 681 766</box>
notice-body: The following person(s) is (are) doing business as: SUNSHINE COAST MASSAGE, 962 N. WESTERN AVE., L.A., CA 90029 Full name of registrant(s) is (are) PETER SEUNG, 120 N. CHANDLER AVE. APT B, MONTEREY PARK, CA 91754. HONGHE WANG, 1521 COLLEGE VIEW DR. APT #3, MONTEREYPARK, CA 91754. This Business is conducted by: A GENERAL PARTNERSHIP. Signed, HONGJIE WANG. This statement was filed with the County Clerk of Los Angeles County on 12/10/2015. The registrant(s) has (have) commenced to transact business under the fictitious business name or names listed above on N/A. NOTICE: This Fictitious Name Statement expires five years from the date it was filed in the office of the County Clerk. A new Fictitious Business Name Statement must be filed prior to that date. The filing of this statement does not of itself authorize the use in this state of a Fictitious Business Name in violation of the rights of another under Federal, State, or common law (See section 14411 et seq. Business and Professions Code)Publish: Mountain Views News <box>355 861 513 991</box>
notice-heading: FICTITIOUS BUSINESS NAME STATEMENT File No. 2015-307711 <box>186 1058 344 1072</box>
notice-heading: FICTITIOUS BUSINESS NAME STATEMENT File No. 2015-311364 <box>355 409 511 423</box>
notice-heading: FICTITIOUS BUSINESS NAME STATEMENT File No. 2015-311960 <box>355 846 511 861</box>
notice-publication-dates: Dates Pub: Dec. 05, 12, 19, 26, 2015 <box>692 1073 785 1081</box>
column-7 <box>1024 96 1192 2535</box>
notice-body: The following person(s) is (are) doing business as: RENV ACCESSORIES, 2235 CESAR E. CHAVEZ AVE., L.A., CA 90033. Full name of registrant(s) is (are) RENE VASQUEZ, 2235 CESAR E. CHAVEZ AVE., L.A., CA 90033. This Business is conducted by: AN INDIVIDUAL. Signed, RENE VASQUEZ. This statement was filed with the County Clerk of Los Angeles County on 12/10/2015. The registrant(s) has (have) commenced to transact business under the fictitious business name or names listed above on N/A. NOTICE: This Fictitious Name Statement expires five years from the date it was filed in the office of the County Clerk. A new Fictitious Business Name Statement must be filed prior to that date. The filing of this statement does not of itself authorize the use in this state of a Fictitious Business Name in violation of the rights of another under Federal, State, or common law (See section 14411 et seq. Business and Professions Code)Publish: Mountain Views News <box>355 130 513 247</box>
notice-heading: FICTITIOUS BUSINESS NAME STATEMENT File No. 2015-308947 <box>355 552 511 567</box>
legal-notice <box>187 621 345 766</box>
notice-publication-dates: Dates Pub: Dec. 12, 19, 26, Jan. 02, 2015 <box>355 541 459 548</box>
notice-body: The following person(s) is (are) doing business as: MARBELLA DEVELOPMENT, 5510 ALONDRA BLVD. UNIT C, COMPTON, CA 90221. Full name of registrant(s) is (are) EMMA C. VASQUEZ, 1612 E. TUCKER ST., COMPTON, CA 90221. This Business is conducted by: AN INDIVIDUAL. Signed, EMMA C. VASQUEZ. This statement was filed with the County Clerk of Los Angeles County on 12/10/2015. The registrant(s) has (have) commenced to transact business under the fictitious business name or names listed above on N/A. NOTICE: This Fictitious Name Statement expires five years from the date it was filed in the office of the County Clerk. A new Fictitious Business Name Statement must be filed prior to that date. The filing of this statement does not of itself authorize the use in this state of a fictitious Business Name in violation of the rights of another under Federal, State, or common law (See section 14411 et seq. Business and Professions Code)Publish: Mountain Views News <box>186 191 344 315</box>
legal-notice <box>187 327 345 472</box>
legal-notice <box>1029 866 1187 963</box>
notice-body: The following person(s) is (are) doing business as: IMPORT TIRE SERVICE, 1740 W. ARTESIA BLVD., GARDENA, CA 90248. Full name of registrant(s) is (are) JOSE LUIS MARTINEZ, 1740 W. ARTESIA BLVD., GARDENA, CA 90248. This Business is conducted by: AN INDIVIDUAL. Signed, JOSE LUIS MARTINEZ. This statement was filed with the County Clerk of Los Angeles County on 11/25/2015. The registrant(s) has (have) commenced to transact business under the fictitious business name or names listed above on N/A. NOTICE: This Fictitious Name Statement expires five years from the date it was filed in the office of the County Clerk. A new Fictitious Business Name Statement must be filed prior to that date. The filing of this statement does not of itself authorize the use in this state of a fictitious Business Name in violation of the rights of another under Federal, State, or common law (See section 14411 et seq. Business and Professions Code)Publish: Mountain Views News <box>1029 738 1187 855</box>
legal-notice <box>355 1154 513 1196</box>
notice-body: STATEMENT OF ABANDONMENT OF USE OF FICTITIOUS BUSINESS NAME The following person(s) 96. PLUS STORE, LLC, 15747 BELLFLOWER BLVD., BELLFLOWER, CA 90706, has/have abandoned the use of the fictitious business name: 96 PLUS STORE, 15747 BELLFLOWER BLVD., BELLFLOWER, CA 90706. The fictitious business name referred to above was filed on 07/23/2014, in the county of Los Angeles. The original file number of 2014169360. The business was conducted by: A LIMITED LIABILITY COMPANY This statement was filed with the County Clerk of Los Angeles on 12/04/2015. The business information in this statement is true and correct. (A registrant who declares as true information which he or she knows to be false, is guilty of a crime.) SIGNED: MAI LIE/ MANAGING MEMBER. <box>523 504 681 608</box>
notice-body: The following person(s) is (are) doing business as: MOUNT GLENNS COLLISION, 14606 OAK ST., WHITTIER, CA 90605. Full name of registrant(s) is (are) MARISELA RAMIREZ, 14606 OAK ST., WHITTIER, CA 90605. This Business is conducted by: AN INDIVIDUAL. Signed, MARISELA RAMIREZ. This statement was filed with the County Clerk of Los Angeles County on 12/07/2015. The registrant(s) has (have) commenced to transact business under the fictitious business name or names listed above on N/A. NOTICE: This Fictitious Name Statement expires five years from the date it was filed in the office of the County Clerk. A new Fictitious Business Name Statement must be filed prior to that date. The filing of this statement does not of itself authorize the use in this state of a fictitious Business Name in violation of the rights of another under Federal, State, or common law (See section 14411 et seq. Business and Professions Code)Publish: Mountain Views News <box>186 785 344 903</box>
legal-notice <box>187 96 345 172</box>
legal-notice <box>19 96 177 226</box>
legal-notice <box>861 853 1019 949</box>
notice-heading: FICTITIOUS BUSINESS NAME STATEMENT File No. 2015-303452 <box>860 853 1017 867</box>
notice-publication-dates: Dates Pub: Dec. 12, 19, 26, Jan. 02, 2015 <box>19 1237 122 1245</box>
notice-publication-dates: Dates Pub: Dec. 05, 12, 19, 26, 2015 <box>692 923 785 931</box>
legal-notice <box>1029 723 1187 862</box>
notice-publication-dates: Dates Pub: Dec. 05, 12, 19, 26, 2015 <box>692 479 785 487</box>
notice-heading: FICTITIOUS BUSINESS NAME STATEMENT File No. 2015-303002 <box>692 935 848 949</box>
notice-body: The following person(s) is (are) doing business as: HOME IMPROVEMENT EXPERTS, 2908 E. BEVERLY BLVD., MONTEBELLO, CA 90640. Full name of registrant(s) is (are) ARMANDO MENDOZA, 2908 E. BEVERLY BLVD., MONTEBELLO, CA 90640. This Business is conducted by: AN INDIVIDUAL. Signed, ARMANDO MENDOZA. This statement was filed with the County Clerk of Los Angeles County on 11/24/2015. The registrant(s) has (have) commenced to transact business under the fictitious business name or names listed above on N/A. NOTICE: This Fictitious Name Statement expires five years from the date it was filed in the office of the County Clerk. A new Fictitious Business Name Statement must be filed prior to that date. The filing of this statement does not of itself authorize the use in this state of a fictitious Business Name in violation of the rights of another under Federal, State, or common law (See section 14411 et seq. Business and Professions Code)Publish: Mountain Views News <box>1029 587 1187 711</box>
notice-heading: FICTITIOUS BUSINESS NAME STATEMENT File No. 2015-311553 <box>186 177 344 191</box>
legal-notice <box>1029 96 1187 131</box>
notice-body: The following person(s) is (are) doing business as: VALLEY VIEW TRANSPORT, 1347 N. AZUSA AVE., COVINA, CA 91722. Full name of registrant(s) is (are) ERNESTO RODRIGUEZ, 1347 N. AZUSA AVE., COVINA, CA 91722. This Business is conducted by: AN INDIVIDUAL. Signed, ERNESTO RODRIGUEZ. This statement was filed with the County Clerk of Los Angeles County on 12/01/2015. The registrant(s) has (have) commenced to transact business under the fictitious business name or names listed above on N/A. NOTICE: This Fictitious Name Statement expires five years from the date it was filed in the office of the County Clerk. A new Fictitious Business Name Statement must be filed prior to that date. The filing of this statement does not of itself authorize the use in this state of a fictitious Business Name in violation of the rights of another under Federal, State, or common law (See section 14411 et seq. Business and Professions Code)Publish: Mountain Views News <box>1196 881 1355 998</box>
notice-heading: FICTITIOUS BUSINESS NAME STATEMENT File No. 2015-306830 <box>19 1099 175 1113</box>
column-5 <box>687 96 856 2535</box>
notice-body: The following person(s) is (are) doing business as: LUNA TRUCKING, 14627 GARFIELD AVE., PARAMOUNT, CA 90723. Full name of registrant(s) is (are) JOSE ANTONIO LUNA, 14627 GARFIELD AVE., PARAMOUNT, CA 90723. This Business is conducted by: AN INDIVIDUAL. Signed, JOSE ANTONIO LUNA. This statement was filed with the County Clerk of Los Angeles County on 11/27/2015. The registrant(s) has (have) commenced to transact business under the fictitious business name or names listed above on N/A. NOTICE: This Fictitious Name Statement expires five years from the date it was filed in the office of the County Clerk. A new Fictitious Business Name Statement must be filed prior to that date. The filing of this statement does not of itself authorize the use in this state of a fictitious Business Name in violation of the rights of another under Federal, State, or common law (See section 14411 et seq. Business and Professions Code)Publish: Mountain Views News <box>1196 301 1355 418</box>
footer-contact-info: 80 W Sierra Madre Blvd. No. 327 Sierra Madre, Ca. 91024 Office: 626.355.2737 Fax: 626.609.3285 Email: editor@mtnviewsnews.com Website: www.mtnviewsnews.com <box>155 2552 925 2563</box>
notice-body: The following person(s) is (are) doing business as: APPROACH MEDIA PRODUCTIONS, 17800 COLIMA RD #27, ROWLAND HEIGHTS, CA 91748. Full name of registrant(s) is (are) SAMUEL DE LEON, 17800 COLIMA RD. #27, ROWLAND HEIGHTS, CA 91748. NICHOLAS GELZING, 4286 HOMEWOOD CT., RIVERSIDE, CA 92506. This Business is conducted by: A GENERAL PARTNERSHIP. Signed SAMUEL DE LEON. This statement was filed with the County Clerk of Los Angeles County on 12/02/2015. The registrant(s) has (have) commenced to transact business under the fictitious business name or names listed above on N/A. NOTICE: This Fictitious Name Statement expires five years from the date it was filed in the office of the County Clerk. A new Fictitious Business Name Statement must be filed prior to that date. The filing of this statement does not of itself authorize the use in this state of a Fictitious Business Name in violation of the rights of another under Federal, State, or common law (See section 14411 et seq. Business and Professions Code)Publish: Mountain Views News <box>692 342 850 479</box>
column-1 <box>14 96 182 2535</box>
